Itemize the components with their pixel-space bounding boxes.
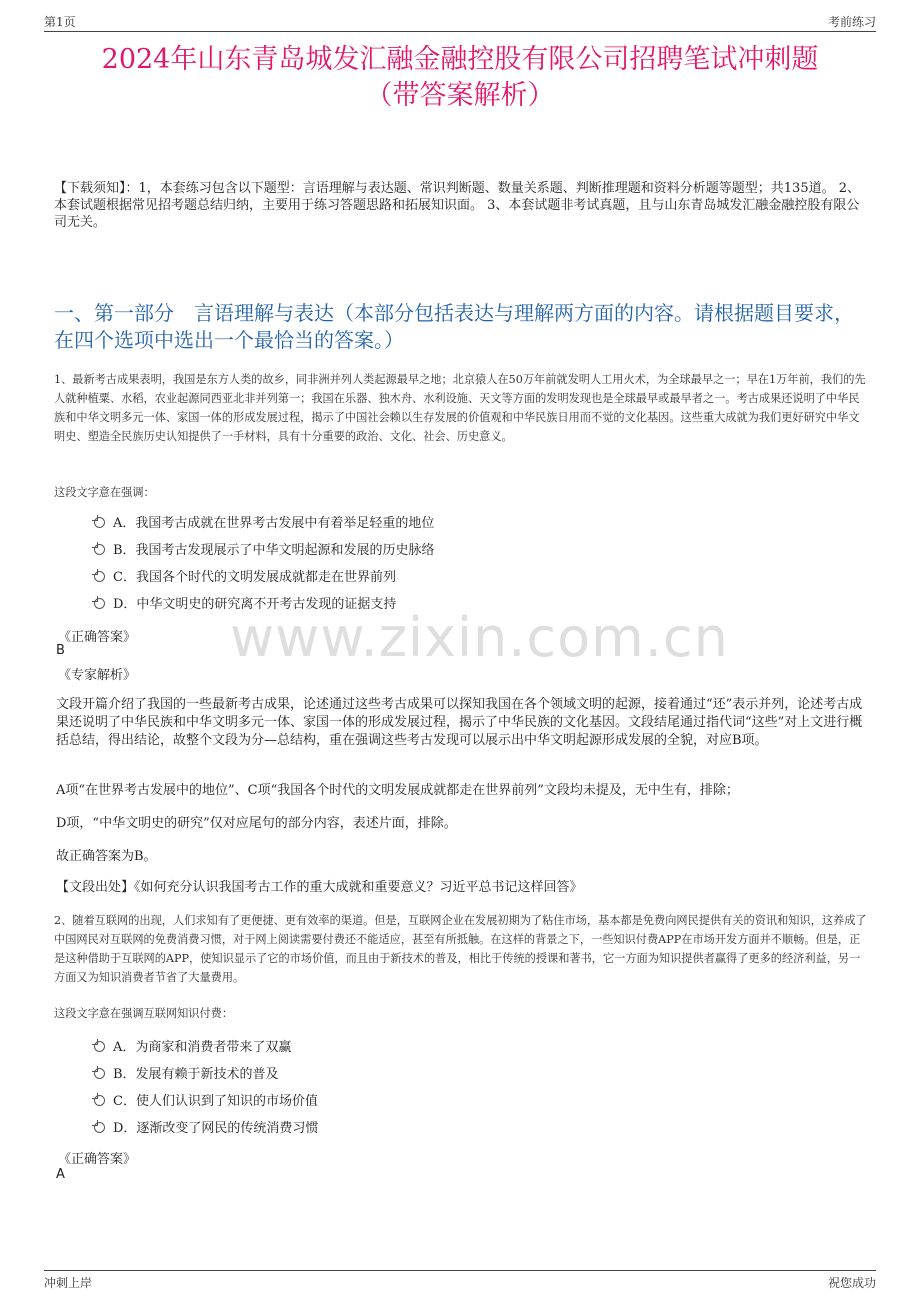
page-number: 第1页 — [44, 15, 76, 29]
question-2-option-a[interactable]: A．为商家和消费者带来了双赢 — [94, 1039, 291, 1057]
question-1-option-b[interactable]: B．我国考古发现展示了中华文明起源和发展的历史脉络 — [94, 542, 435, 560]
question-2-option-c[interactable]: C．使人们认识到了知识的市场价值 — [94, 1093, 318, 1111]
footer-right: 祝您成功 — [827, 1276, 876, 1290]
radio-icon[interactable] — [94, 1122, 105, 1133]
page-header — [44, 13, 876, 32]
question-1-option-a[interactable]: A．我国考古成就在世界考古发展中有着举足轻重的地位 — [94, 515, 434, 533]
radio-icon[interactable] — [94, 571, 105, 582]
question-2-answer: A — [56, 1167, 65, 1182]
title-line-1: 2024年山东青岛城发汇融金融控股有限公司招聘笔试冲刺题 — [101, 44, 819, 75]
document-title — [40, 42, 880, 114]
radio-icon[interactable] — [94, 598, 105, 609]
question-1-text: 1、最新考古成果表明，我国是东方人类的故乡，同非洲并列人类起源最早之地；北京猿人在50万年前就发明人工用火术，为全球最早之一；早在1万年前，我们的先人就种植粟、水稻，农业起源同西亚北非并列第一；我国在乐器、独木舟、水利设施、天文等方面的发明发现也是全球最早或最早者之一。考古成果还说明了中华民族和中华文明多元一体、家国一体的形成发展过程，揭示了中国社会赖以生存发展的价值观和中华民族日用而不觉的文化基因。这些重大成就为我们更好研究中华文明史、塑造全民族历史认知提供了一手材料，具有十分重要的政治、文化、社会、历史意义。 — [54, 373, 866, 443]
radio-icon[interactable] — [94, 1041, 105, 1052]
question-1-option-d[interactable]: D．中华文明史的研究离不开考古发现的证据支持 — [94, 596, 396, 614]
watermark: www.zixin.com.cn — [230, 606, 729, 669]
question-1-answer: B — [56, 643, 65, 658]
footer-left: 冲刺上岸 — [44, 1276, 93, 1290]
page-footer — [44, 1270, 876, 1291]
question-2-text: 2、随着互联网的出现，人们求知有了更便捷、更有效率的渠道。但是，互联网企业在发展初期为了粘住市场，基本都是免费向网民提供有关的资讯和知识，这养成了中国网民对互联网的免费消费习惯，对于网上阅读需要付费还不能适应，甚至有所抵触。在这样的背景之下，一些知识付费APP在市场开发方面并不顺畅。但是，正是这种借助于互联网的APP，使知识显示了它的市场价值，而且由于新技术的普及，相比于传统的授课和著书，它一方面为知识提供者赢得了更多的经济利益，另一方面又为知识消费者节省了大量费用。 — [54, 914, 867, 984]
question-2-answer-label: 《正确答案》 — [58, 1152, 137, 1167]
question-1-answer-label: 《正确答案》 — [58, 630, 137, 645]
question-1-analysis-para-2: A项“在世界考古发展中的地位”、C项“我国各个时代的文明发展成就都走在世界前列”文段均未提及，无中生有，排除； — [56, 783, 739, 798]
question-1-analysis-para-4: 故正确答案为B。 — [56, 849, 157, 864]
title-line-2: （带答案解析） — [365, 80, 555, 111]
question-2-option-d[interactable]: D．逐渐改变了网民的传统消费习惯 — [94, 1120, 318, 1138]
radio-icon[interactable] — [94, 1095, 105, 1106]
question-1-analysis-para-3: D项，“中华文明史的研究”仅对应尾句的部分内容，表述片面，排除。 — [56, 816, 457, 831]
header-label: 考前练习 — [827, 15, 876, 29]
question-1-stem: 这段文字意在强调： — [54, 486, 155, 499]
question-1-analysis-para-1: 文段开篇介绍了我国的一些最新考古成果，论述通过这些考古成果可以探知我国在各个领域文明的起源，接着通过“还”表示并列，论述考古成果还说明了中华民族和中华文明多元一体、家国一体的形成发展过程，揭示了中华民族的文化基因。文段结尾通过指代词“这些”对上文进行概括总结，得出结论，故整个文段为分—总结构，重在强调这些考古发现可以展示出中华文明起源形成发展的全貌，对应B项。 — [56, 697, 863, 748]
radio-icon[interactable] — [94, 517, 105, 528]
question-2-stem: 这段文字意在强调互联网知识付费： — [54, 1007, 234, 1020]
section-heading: 一、第一部分 言语理解与表达（本部分包括表达与理解两方面的内容。请根据题目要求，在四个选项中选出一个最恰当的答案。） — [54, 301, 854, 352]
question-1-option-c[interactable]: C．我国各个时代的文明发展成就都走在世界前列 — [94, 569, 396, 587]
download-notice: 【下载须知】：1，本套练习包含以下题型：言语理解与表达题、常识判断题、数量关系题、判断推理题和资料分析题等题型；共135道。 2、本套试题根据常见招考题总结归纳，主要用于练习答题思路和拓展知识面。 3、本套试题非考试真题，且与山东青岛城发汇融金融控股有限公司无关。 — [54, 181, 860, 230]
radio-icon[interactable] — [94, 544, 105, 555]
question-1-analysis-label: 《专家解析》 — [58, 668, 137, 683]
radio-icon[interactable] — [94, 1068, 105, 1079]
question-1-source: 【文段出处】《如何充分认识我国考古工作的重大成就和重要意义？习近平总书记这样回答》 — [56, 880, 583, 895]
question-2-option-b[interactable]: B．发展有赖于新技术的普及 — [94, 1066, 279, 1084]
